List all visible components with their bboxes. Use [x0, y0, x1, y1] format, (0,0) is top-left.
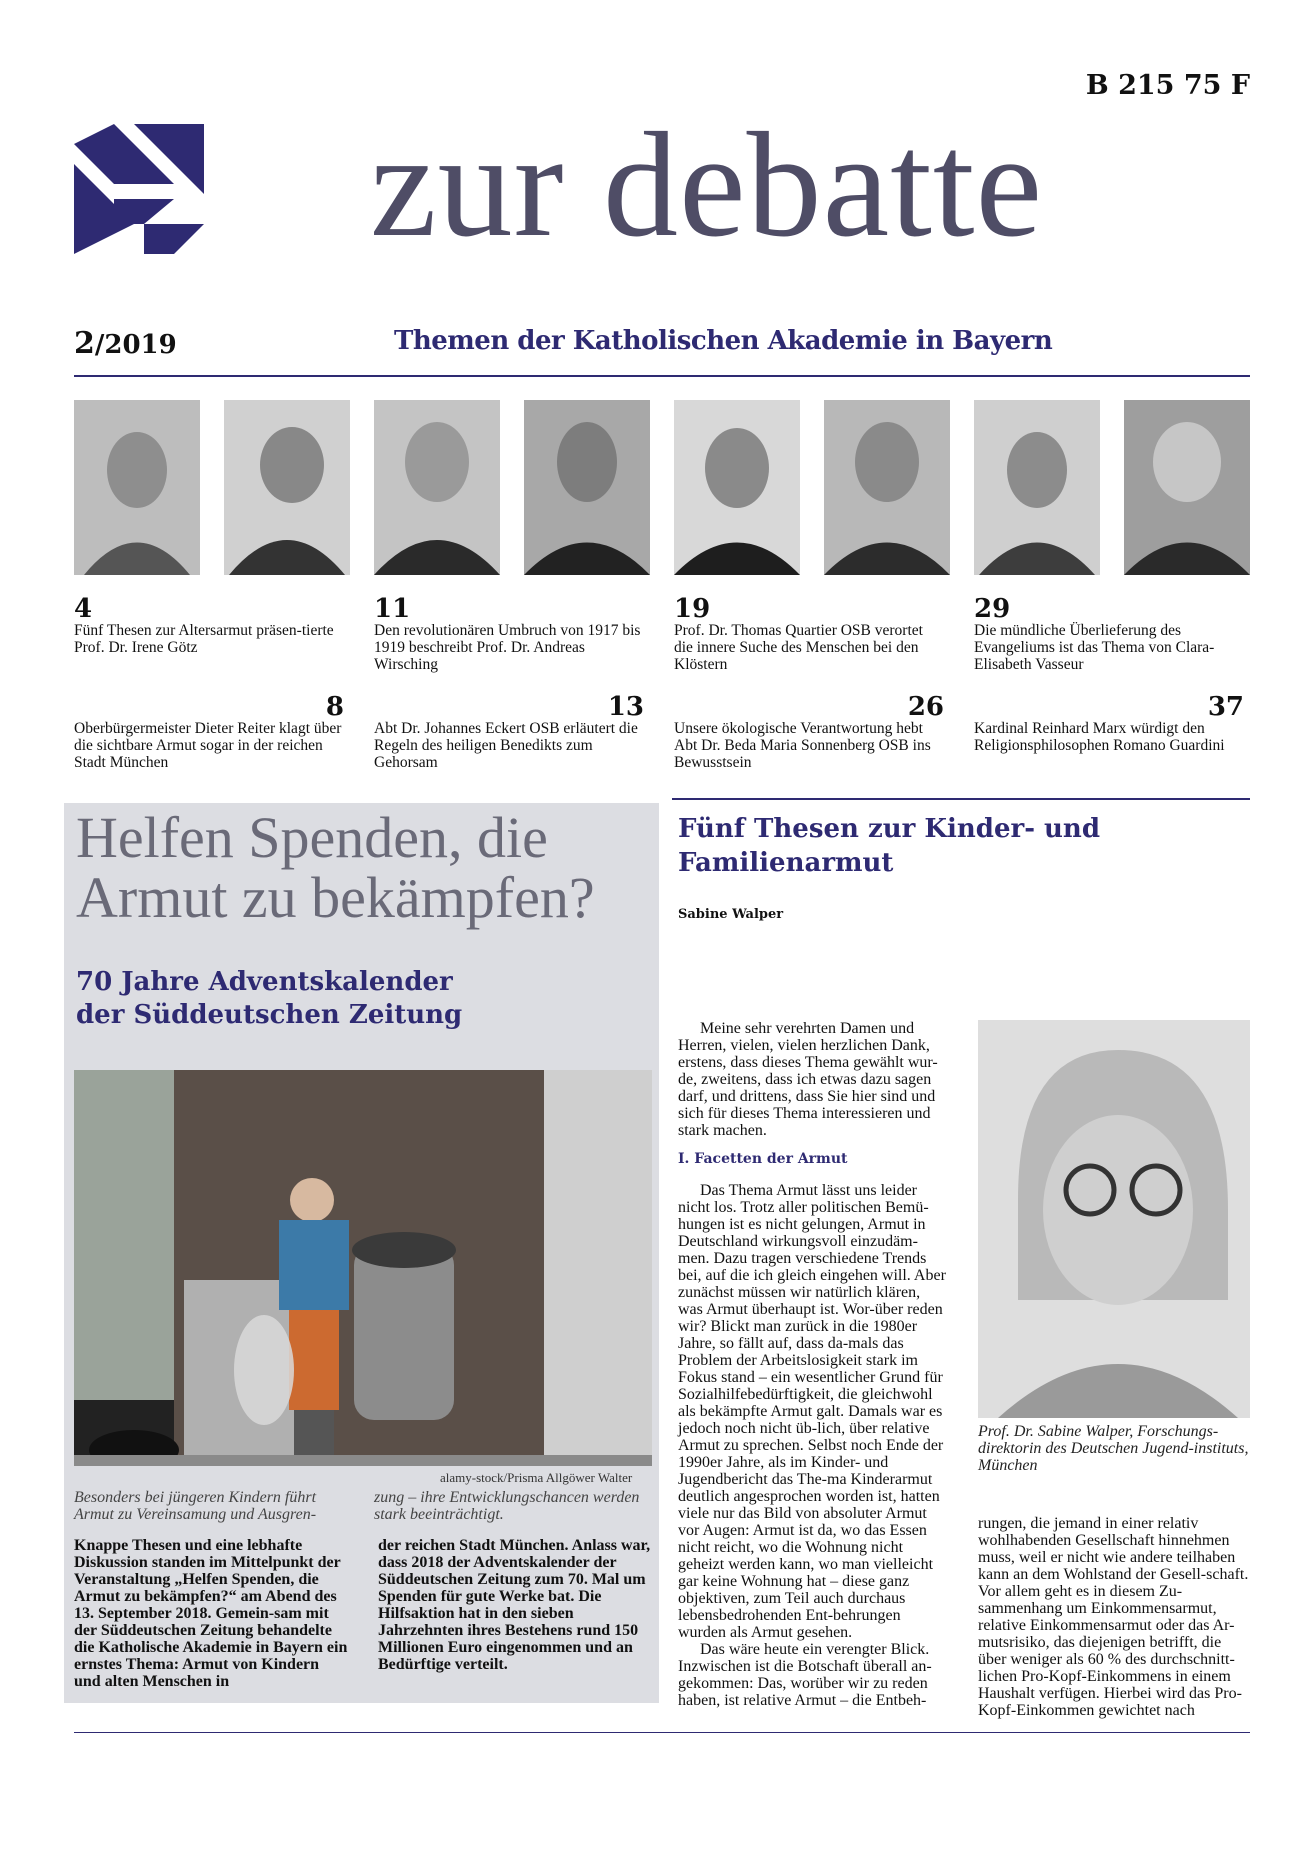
teaser-item[interactable]: 37 Kardinal Reinhard Marx würdigt den Religionsphilosophen Romano Guardini — [974, 692, 1244, 754]
lead-title: Helfen Spenden, die Armut zu bekämpfen? — [76, 805, 595, 930]
portrait-photo — [1124, 400, 1250, 575]
teaser-item[interactable]: 8 Oberbürgermeister Dieter Reiter klagt über die sichtbare Armut sogar in der reichen Stadt München — [74, 692, 344, 771]
teaser-item[interactable]: 29 Die mündliche Überlieferung des Evangeliums ist das Thema von Clara-Elisabeth Vasseur — [974, 594, 1215, 673]
lead-body-text: der reichen Stadt München. Anlass war, dass 2018 der Adventskalender der Süddeutschen Zeitung zum 70. Mal um Spenden für gute Werke bat. Die Hilfsaktion hat in den sieben Jahrzehnten ihres Bestehens rund 150 Millionen Euro eingenommen und an Bedürftige verteilt. — [378, 1537, 651, 1673]
photo-caption: zung – ihre Entwicklungschancen werden stark beeinträchtigt. — [374, 1489, 640, 1523]
article-rule — [672, 798, 1250, 800]
teaser-item[interactable]: 26 Unsere ökologische Verantwortung hebt Abt Dr. Beda Maria Sonnenberg OSB ins Bewusstsein — [674, 692, 944, 771]
portrait-photo — [374, 400, 500, 575]
publication-code: B 215 75 F — [1085, 70, 1250, 101]
portrait-photo — [974, 400, 1100, 575]
footer-rule — [74, 1732, 1250, 1733]
issue-number: 2/2019 — [74, 326, 177, 361]
lead-photo — [74, 1070, 652, 1466]
masthead-title: zur debatte — [370, 102, 1044, 268]
academy-logo — [74, 124, 204, 254]
portrait-photo — [74, 400, 200, 575]
article-body-text: Das Thema Armut lässt uns leider nicht los. Trotz aller politischen Bemü-hungen ist es nicht gelungen, Armut in Deutschland wirkungsvoll einzudäm-men. Dazu tragen verschiedene Trends bei, auf die ich gleich eingehen will. Aber zunächst müssen wir natürlich klären, was Armut überhaupt ist. Wor-über reden wir? Blickt man zurück in die 1980er Jahre, so fällt auf, dass da-mals das Problem der Arbeitslosigkeit stark im Fokus stand – ein wesentlicher Grund für Sozialhilfebedürftigkeit, die gleichwohl als bekämpfte Armut galt. Damals war es jedoch noch nicht üb-lich, über relative Armut zu sprechen. Selbst noch Ende der 1990er Jahre, als im Kinder- und Jugendbericht das The-ma Kinderarmut deutlich angesprochen worden ist, hatten viele nur das Bild von absoluter Armut vor Augen: Armut ist da, wo das Essen nicht reicht, wo die Wohnung nicht geheizt werden kann, wo man vielleicht gar keine Wohnung hat – diese ganz objektiven, zum Teil auch durchaus lebensbedrohenden Ent-behrungen wurden als Armut gesehen. Das wäre heute ein verengter Blick. Inzwischen ist die Botschaft überall an-gekommen: Das, worüber wir zu reden haben, ist relative Armut – die Entbeh- — [678, 1182, 946, 1709]
photo-caption: Besonders bei jüngeren Kindern führt Armut zu Vereinsamung und Ausgren- — [74, 1489, 317, 1523]
portrait-photo — [824, 400, 950, 575]
article-body-text: rungen, die jemand in einer relativ wohlhabenden Gesellschaft hinnehmen muss, weil er nicht wie andere teilhaben kann an dem Wohlstand der Gesell-schaft. Vor allem geht es in diesem Zu-sammenhang um Einkommensarmut, relative Einkommensarmut oder das Ar-mutsrisiko, das diejenigen betrifft, die über weniger als 60 % des durchschnitt-lichen Pro-Kopf-Einkommens in einem Haushalt verfügen. Hierbei wird das Pro-Kopf-Einkommen gewichtet nach — [978, 1515, 1249, 1719]
teaser-item[interactable]: 13 Abt Dr. Johannes Eckert OSB erläutert die Regeln des heiligen Benedikts zum Gehorsam — [374, 692, 644, 771]
portrait-photo — [674, 400, 800, 575]
lead-body-text: Knappe Thesen und eine lebhafte Diskussion standen im Mittelpunkt der Veranstaltung „Helfen Spenden, die Armut zu bekämpfen?“ am Abend des 13. September 2018. Gemein-sam mit der Süddeutschen Zeitung behandelte die Katholische Akademie in Bayern ein ernstes Thema: Armut von Kindern und alten Menschen in — [74, 1537, 348, 1690]
section-heading: I. Facetten der Armut — [678, 1151, 848, 1167]
photo-credit: alamy-stock/Prisma Allgöwer Walter — [440, 1470, 633, 1485]
teaser-item[interactable]: 4 Fünf Thesen zur Altersarmut präsen-tierte Prof. Dr. Irene Götz — [74, 594, 334, 656]
article-author: Sabine Walper — [678, 907, 784, 922]
article-intro: Meine sehr verehrten Damen und Herren, vielen, vielen herzlichen Dank, erstens, dass dieses Thema gewählt wur-de, zweitens, dass ich etwas dazu sagen darf, und drittens, dass Sie hier sind und sich für dieses Thema interessieren und stark machen. — [678, 1020, 938, 1139]
portrait-photo — [524, 400, 650, 575]
article-title: Fünf Thesen zur Kinder- und Familienarmut — [678, 814, 1101, 878]
author-photo-caption: Prof. Dr. Sabine Walper, Forschungs-direktorin des Deutschen Jugend-instituts, München — [978, 1423, 1249, 1474]
author-photo — [978, 1020, 1250, 1418]
teaser-item[interactable]: 11 Den revolutionären Umbruch von 1917 bis 1919 beschreibt Prof. Dr. Andreas Wirsching — [374, 594, 641, 673]
portrait-photo — [224, 400, 350, 575]
header-rule — [74, 375, 1250, 377]
lead-subtitle: 70 Jahre Adventskalender der Süddeutschen Zeitung — [76, 967, 463, 1030]
teaser-item[interactable]: 19 Prof. Dr. Thomas Quartier OSB verortet die innere Suche des Menschen bei den Klöstern — [674, 594, 923, 673]
masthead-subtitle: Themen der Katholischen Akademie in Bayern — [394, 326, 1053, 356]
